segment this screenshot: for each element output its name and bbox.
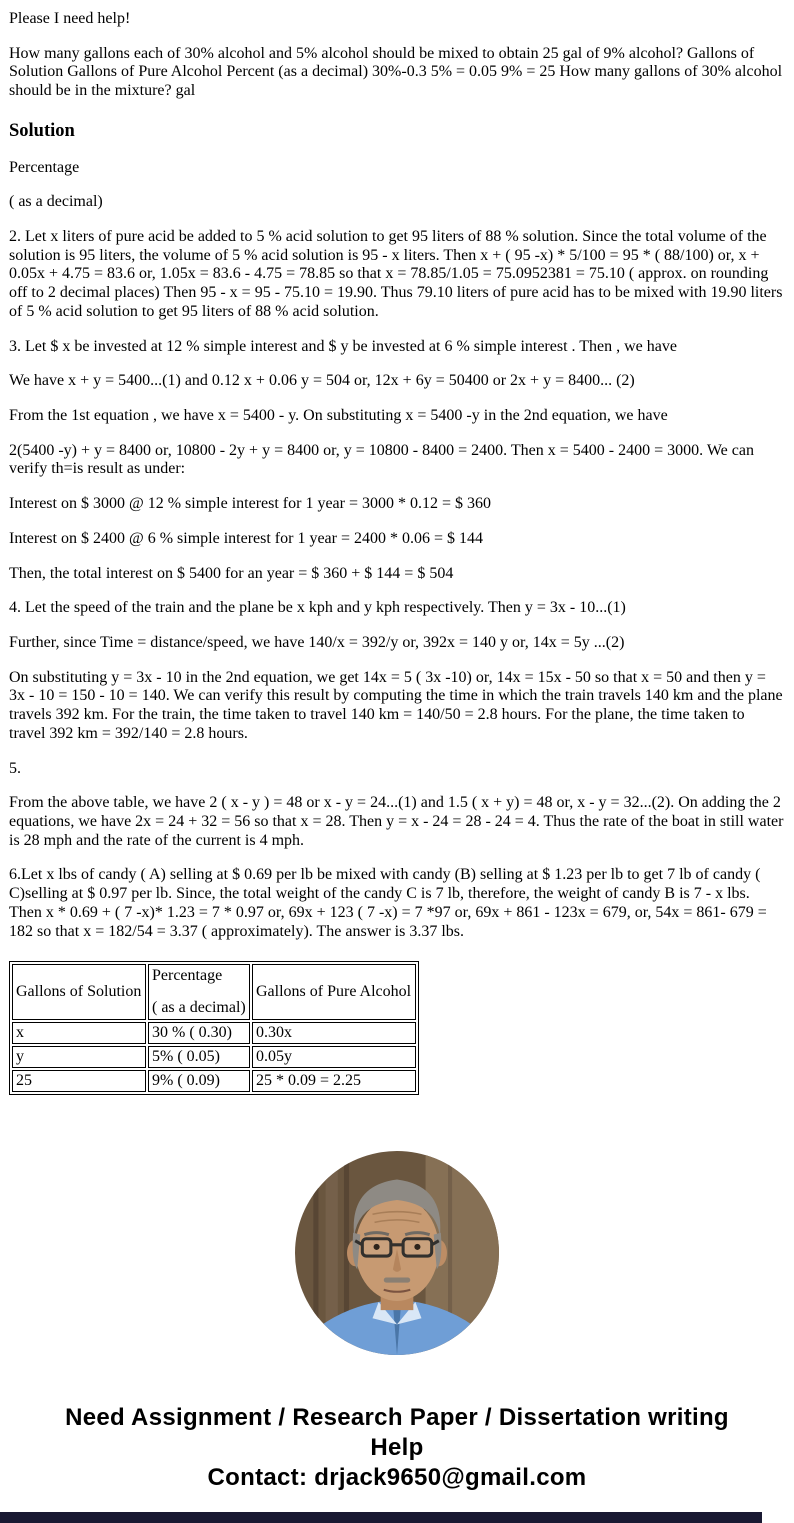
alcohol-mixture-table — [9, 961, 419, 1095]
question-text: How many gallons each of 30% alcohol and 5% alcohol should be mixed to obtain 25 gal of 9% alcohol? Gallons of Solution Gallons of Pure Alcohol Percent (as a decimal) 30%-0.3 5% = 0.05 9% = 25 How many gallons of 30% alcohol should be in the mixture? gal — [9, 44, 783, 100]
solution-paragraph: 3. Let $ x be invested at 12 % simple interest and $ y be invested at 6 % simple interest . Then , we have — [9, 337, 677, 355]
person-portrait-icon — [295, 1151, 499, 1355]
solution-paragraph: From the 1st equation , we have x = 5400 - y. On substituting x = 5400 -y in the 2nd equation, we have — [9, 406, 668, 424]
intro-text: Please I need help! — [9, 10, 131, 27]
solution-paragraph: On substituting y = 3x - 10 in the 2nd equation, we get 14x = 5 ( 3x -10) or, 14x = 15x - 50 so that x = 50 and then y = 3x - 10 = 150 - 10 = 140. We can verify this result by computing the time in which the train travels 140 km and the plane travels 392 km. For the train, the time taken to travel 140 km = 140/50 = 2.8 hours. For the plane, the time taken to travel 392 km = 392/140 = 2.8 hours. — [9, 668, 783, 742]
solution-paragraph: From the above table, we have 2 ( x - y ) = 48 or x - y = 24...(1) and 1.5 ( x + y) = 48 or, x - y = 32...(2). On adding the 2 equations, we have 2x = 24 + 32 = 56 so that x = 28. Then y = x - 24 = 28 - 24 = 4. Thus the rate of the boat in still water is 28 mph and the rate of the current is 4 mph. — [9, 794, 784, 849]
table-header-line: Percentage — [152, 967, 223, 985]
solution-paragraph: 6.Let x lbs of candy ( A) selling at $ 0.69 per lb be mixed with candy (B) selling at $ 1.23 per lb to get 7 lb of candy ( C)selling at $ 0.97 per lb. Since, the total weight of the candy C is 7 lb, therefore, the weight of candy B is 7 - x lbs. Then x * 0.69 + ( 7 -x)* 1.23 = 7 * 0.97 or, 69x + 123 ( 7 -x) = 7 *97 or, 69x + 861 - 123x = 679, or, 54x = 861- 679 = 182 so that x = 182/54 = 3.37 ( approximately). The answer is 3.37 lbs. — [9, 866, 767, 940]
table-cell: 30 % ( 0.30) — [148, 1022, 250, 1044]
table-cell: 0.05y — [252, 1046, 416, 1068]
table-cell: y — [12, 1046, 146, 1068]
table-cell: x — [12, 1022, 146, 1044]
table-cell: 9% ( 0.09) — [148, 1070, 250, 1092]
percentage-label: Percentage — [9, 158, 80, 176]
table-cell: 25 * 0.09 = 2.25 — [252, 1070, 416, 1092]
solution-paragraph: Further, since Time = distance/speed, we have 140/x = 392/y or, 392x = 140 y or, 14x = 5y ...(2) — [9, 634, 625, 652]
solution-paragraph: Interest on $ 3000 @ 12 % simple interest for 1 year = 3000 * 0.12 = $ 360 — [9, 495, 492, 513]
table-header-cell: Gallons of Solution — [12, 964, 146, 1020]
document-content — [0, 10, 794, 1095]
table-header-line: ( as a decimal) — [152, 998, 246, 1016]
solution-paragraph: 5. — [9, 759, 21, 777]
solution-paragraph: Interest on $ 2400 @ 6 % simple interest for 1 year = 2400 * 0.06 = $ 144 — [9, 529, 484, 547]
table-header-cell: Gallons of Pure Alcohol — [252, 964, 416, 1020]
bottom-bar — [0, 1512, 762, 1523]
table-header-row — [12, 964, 416, 1020]
table-row — [12, 1046, 416, 1068]
tutor-photo — [295, 1151, 499, 1355]
table-cell: 25 — [12, 1070, 146, 1092]
table-header-cell — [148, 964, 250, 1020]
solution-paragraph: 2. Let x liters of pure acid be added to 5 % acid solution to get 95 liters of 88 % solution. Since the total volume of the solution is 95 liters, the volume of 5 % acid solution is 95 - x liters. Then x + ( 95 -x) * 5/100 = 95 * ( 88/100) or, x + 0.05x + 4.75 = 83.6 or, 1.05x = 83.6 - 4.75 = 78.85 so that x = 78.85/1.05 = 75.0952381 = 75.10 ( approx. on rounding off to 2 decimal places) Then 95 - x = 95 - 75.10 = 19.90. Thus 79.10 liters of pure acid has to be mixed with 19.90 liters of 5 % acid solution to get 95 liters of 88 % acid solution. — [9, 227, 783, 320]
footer-help-text: Need Assignment / Research Paper / Dissertation writing Help — [65, 1404, 729, 1461]
table-cell: 0.30x — [252, 1022, 416, 1044]
table-cell: 5% ( 0.05) — [148, 1046, 250, 1068]
solution-paragraph: 2(5400 -y) + y = 8400 or, 10800 - 2y + y = 8400 or, y = 10800 - 8400 = 2400. Then x = 5400 - 2400 = 3000. We can verify th=is result as under: — [9, 441, 754, 478]
solution-paragraph: We have x + y = 5400...(1) and 0.12 x + 0.06 y = 504 or, 12x + 6y = 50400 or 2x + y = 8400... (2) — [9, 372, 635, 390]
table-row — [12, 1022, 416, 1044]
solution-heading: Solution — [9, 120, 75, 141]
solution-paragraph: 4. Let the speed of the train and the plane be x kph and y kph respectively. Then y = 3x - 10...(1) — [9, 599, 626, 617]
table-row — [12, 1070, 416, 1092]
footer-banner — [0, 1403, 794, 1493]
decimal-label: ( as a decimal) — [9, 193, 103, 211]
solution-paragraph: Then, the total interest on $ 5400 for an year = $ 360 + $ 144 = $ 504 — [9, 564, 454, 582]
footer-contact-email: Contact: drjack9650@gmail.com — [207, 1464, 587, 1491]
